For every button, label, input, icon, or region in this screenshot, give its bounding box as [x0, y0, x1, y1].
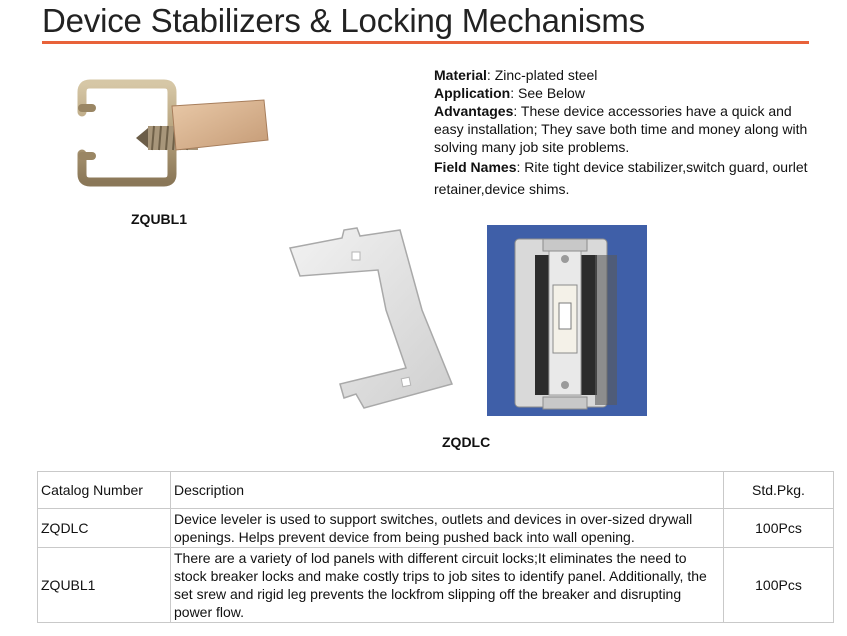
application-value: : See Below	[510, 85, 585, 101]
description-cell: There are a variety of lod panels with different circuit locks;It eliminates the need to stock breaker locks and make costly trips to job sites to identify panel. Additionally, the set srew and rigid leg prevents the lockfrom slipping off the breaker and disrupting power flow.	[171, 548, 724, 623]
table-header-row	[38, 472, 834, 509]
zqubl1-caption: ZQUBL1	[131, 211, 187, 227]
header-std-pkg: Std.Pkg.	[724, 472, 834, 509]
material-value: : Zinc-plated steel	[486, 67, 598, 83]
title-underline	[42, 41, 809, 44]
zqubl1-bracket-image	[64, 78, 274, 193]
field-names-value: : Rite tight device stabilizer,switch guard, ourlet retainer,device shims.	[434, 159, 808, 197]
catalog-number-cell: ZQUBL1	[38, 548, 171, 623]
field-names-label: Field Names	[434, 159, 517, 175]
field-names-line	[434, 156, 814, 200]
zqdlc-leveler-image	[282, 218, 457, 414]
application-label: Application	[434, 85, 511, 101]
application-line	[434, 84, 814, 102]
zqdlc-installed-switch-image	[487, 225, 647, 416]
page-title: Device Stabilizers & Locking Mechanisms	[42, 2, 645, 39]
advantages-value: : These device accessories have a quick and easy installation; They save both time and money along with solving many job site problems.	[434, 103, 808, 155]
advantages-label: Advantages	[434, 103, 514, 119]
catalog-number-cell: ZQDLC	[38, 509, 171, 548]
zqdlc-caption: ZQDLC	[442, 434, 491, 450]
description-cell: Device leveler is used to support switches, outlets and devices in over-sized drywall openings. Helps prevent device from being pushed back into wall opening.	[171, 509, 724, 548]
header-catalog-number: Catalog Number	[38, 472, 171, 509]
spec-block	[434, 66, 814, 200]
material-line	[434, 66, 814, 84]
header-description: Description	[171, 472, 724, 509]
std-pkg-cell: 100Pcs	[724, 509, 834, 548]
advantages-line	[434, 102, 814, 156]
material-label: Material	[434, 67, 487, 83]
catalog-table	[37, 471, 834, 623]
std-pkg-cell: 100Pcs	[724, 548, 834, 623]
table-row	[38, 509, 834, 548]
table-row	[38, 548, 834, 623]
